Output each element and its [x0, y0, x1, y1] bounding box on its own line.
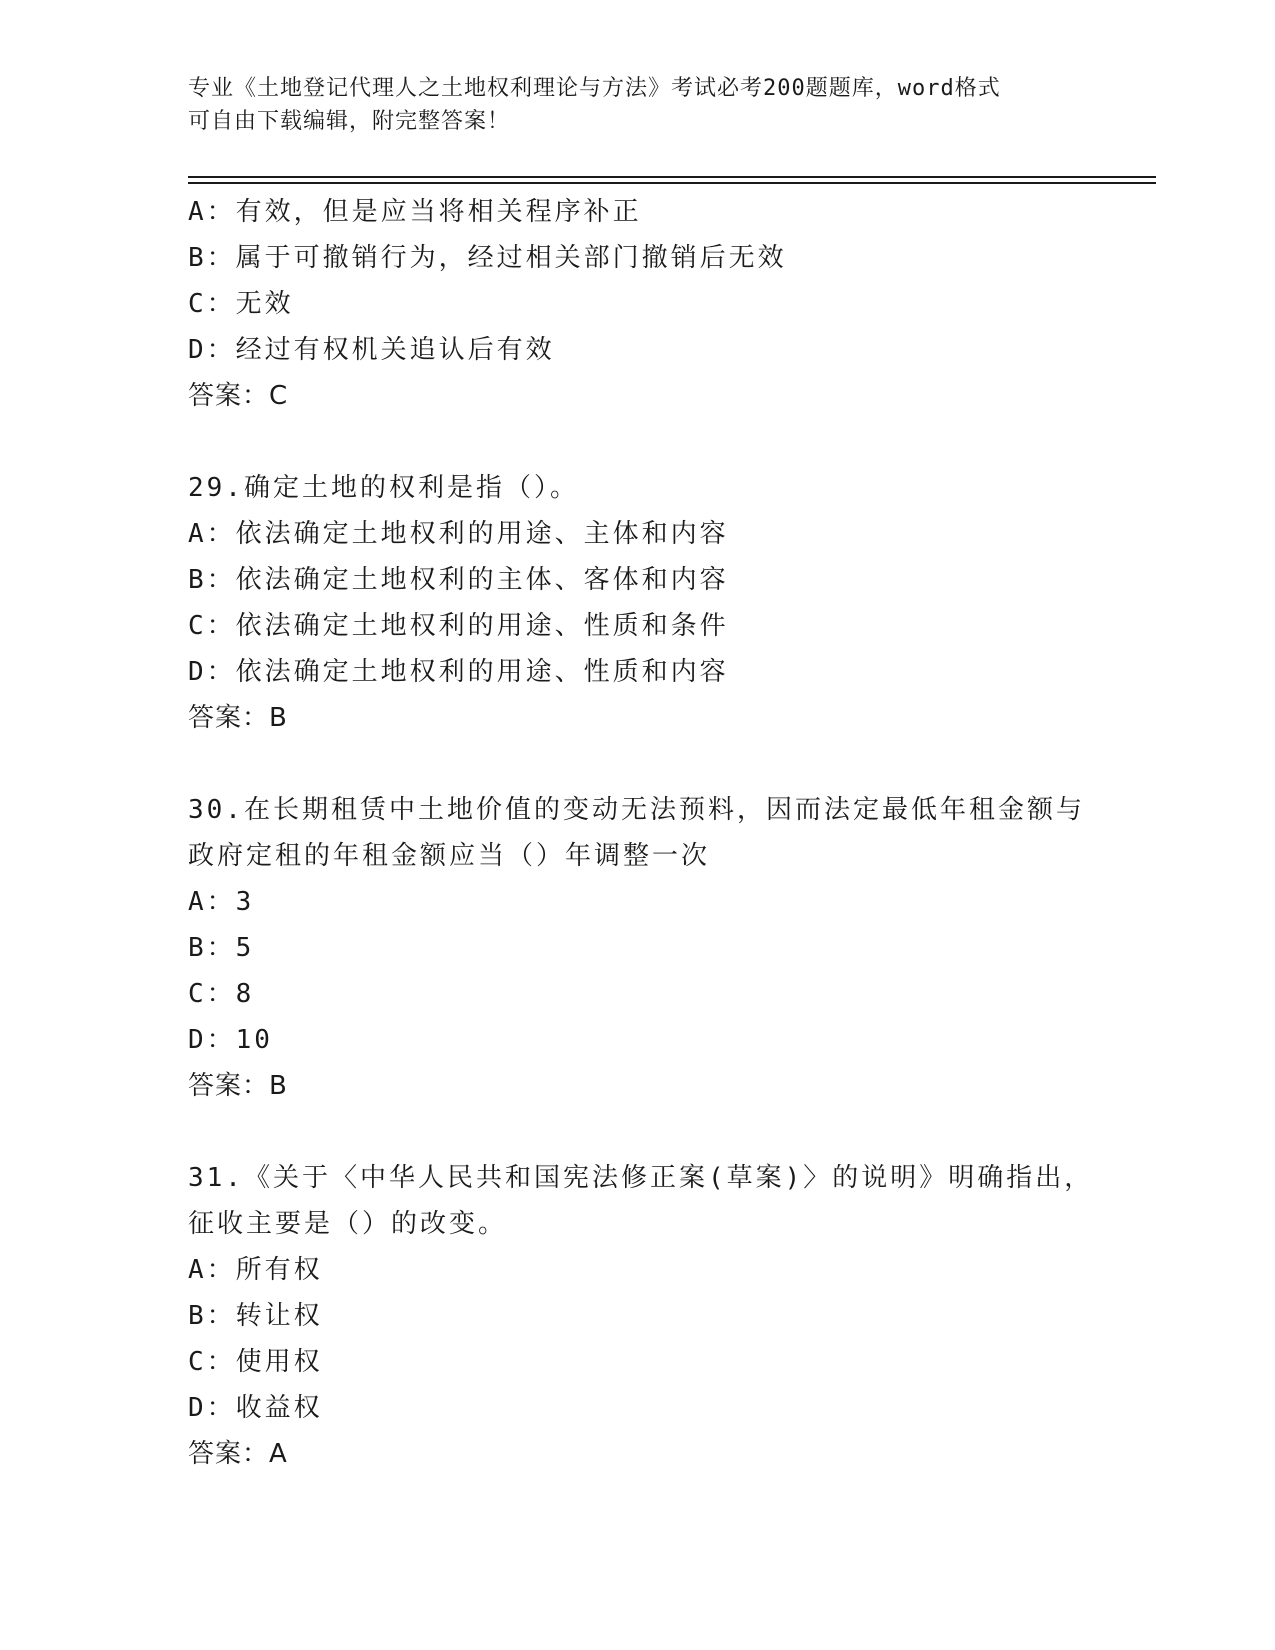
- option-b: B：依法确定土地权利的主体、客体和内容: [188, 565, 729, 595]
- option-a: A：有效，但是应当将相关程序补正: [188, 197, 642, 227]
- option-b: B：转让权: [188, 1301, 323, 1331]
- option-c: C：8: [188, 979, 255, 1009]
- document-header: [188, 72, 1088, 138]
- option-c: C：依法确定土地权利的用途、性质和条件: [188, 611, 729, 641]
- question-30: [188, 787, 1088, 1109]
- question-text-line-2: 政府定租的年租金额应当（）年调整一次: [188, 841, 711, 871]
- answer-line: 答案：B: [188, 703, 288, 733]
- option-b: B：5: [188, 933, 255, 963]
- question-text-line-2: 征收主要是（）的改变。: [188, 1209, 508, 1239]
- header-divider-bottom: [188, 182, 1156, 184]
- option-a: A：3: [188, 887, 255, 917]
- option-c: C：使用权: [188, 1347, 323, 1377]
- header-line-1: 专业《土地登记代理人之土地权利理论与方法》考试必考200题题库，word格式: [188, 76, 1001, 101]
- option-c: C：无效: [188, 289, 294, 319]
- option-b: B：属于可撤销行为，经过相关部门撤销后无效: [188, 243, 787, 273]
- header-line-2: 可自由下载编辑，附完整答案！: [188, 109, 511, 134]
- option-d: D：依法确定土地权利的用途、性质和内容: [188, 657, 729, 687]
- question-31: [188, 1155, 1094, 1477]
- option-d: D：10: [188, 1025, 273, 1055]
- answer-line: 答案：A: [188, 1439, 288, 1469]
- question-text-line-1: 30.在长期租赁中土地价值的变动无法预料，因而法定最低年租金额与: [188, 795, 1085, 825]
- header-divider-top: [188, 176, 1156, 178]
- question-28: [188, 189, 1088, 419]
- answer-line: 答案：B: [188, 1071, 288, 1101]
- option-d: D：收益权: [188, 1393, 323, 1423]
- question-text: 29.确定土地的权利是指（）。: [188, 473, 579, 503]
- option-a: A：所有权: [188, 1255, 323, 1285]
- option-d: D：经过有权机关追认后有效: [188, 335, 555, 365]
- option-a: A：依法确定土地权利的用途、主体和内容: [188, 519, 729, 549]
- question-text-line-1: 31.《关于〈中华人民共和国宪法修正案(草案)〉的说明》明确指出，: [188, 1163, 1094, 1193]
- question-list: [188, 189, 1094, 1477]
- answer-line: 答案：C: [188, 381, 289, 411]
- question-29: [188, 465, 1088, 741]
